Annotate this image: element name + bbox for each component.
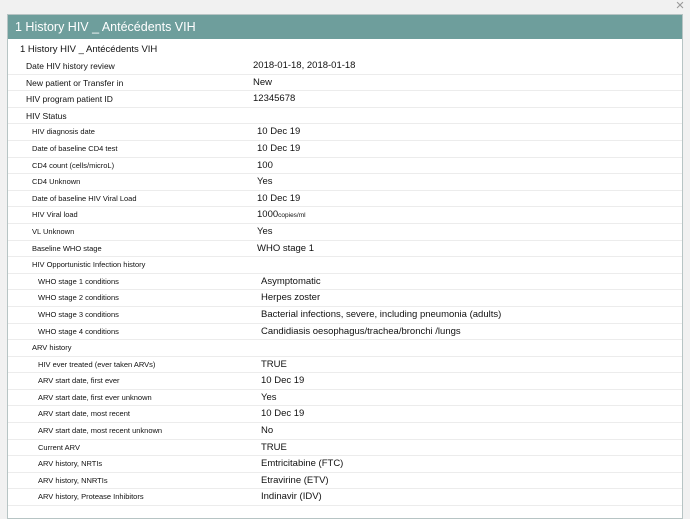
field-label: ARV history, NNRTIs — [38, 475, 108, 485]
row-hiv-ever-treated — [8, 357, 682, 374]
field-value: Candidiasis oesophagus/trachea/bronchi /lungs — [261, 325, 461, 337]
field-label: HIV diagnosis date — [32, 127, 95, 137]
row-cd4-unknown — [8, 174, 682, 191]
field-value: 2018-01-18, 2018-01-18 — [253, 60, 356, 71]
close-icon[interactable]: × — [675, 0, 685, 14]
field-label: ARV start date, first ever — [38, 376, 120, 386]
field-value: 10 Dec 19 — [257, 126, 301, 138]
field-value: 10 Dec 19 — [261, 375, 305, 387]
field-value: TRUE — [261, 441, 287, 453]
group-label: HIV Status — [26, 110, 67, 121]
field-value: Yes — [257, 176, 273, 188]
field-value: Asymptomatic — [261, 275, 321, 287]
field-value: No — [261, 425, 274, 437]
row-hiv-program-patient-id — [8, 91, 682, 108]
field-label: New patient or Transfer in — [26, 77, 124, 88]
history-panel — [7, 14, 683, 519]
field-value: WHO stage 1 — [257, 242, 315, 254]
field-label: WHO stage 4 conditions — [38, 326, 119, 336]
history-rows — [8, 58, 682, 506]
group-opportunistic-infection-history — [8, 257, 682, 274]
field-value: 100 — [257, 159, 273, 171]
row-vl-unknown — [8, 224, 682, 241]
field-value: 10 Dec 19 — [257, 142, 301, 154]
field-label: ARV history, Protease Inhibitors — [38, 492, 144, 502]
row-arv-start-first-ever-unknown — [8, 390, 682, 407]
row-who-stage-1-conditions — [8, 274, 682, 291]
group-label: HIV Opportunistic Infection history — [32, 260, 146, 270]
viral-load-unit: copies/ml — [278, 212, 306, 220]
row-date-baseline-cd4 — [8, 141, 682, 158]
field-value: 12345678 — [253, 93, 296, 105]
field-value: Emtricitabine (FTC) — [261, 458, 344, 470]
row-date-hiv-history-review — [8, 58, 682, 75]
field-label: CD4 Unknown — [32, 177, 81, 187]
field-value: Bacterial infections, severe, including pneumonia (adults) — [261, 308, 502, 320]
field-label: WHO stage 1 conditions — [38, 276, 119, 286]
group-hiv-status — [8, 108, 682, 125]
field-label: HIV program patient ID — [26, 94, 113, 105]
field-value: Yes — [261, 391, 277, 403]
row-arv-history-protease-inhibitors — [8, 489, 682, 506]
row-arv-start-most-recent — [8, 406, 682, 423]
field-label: Date of baseline HIV Viral Load — [32, 193, 137, 203]
row-cd4-count — [8, 158, 682, 175]
row-arv-start-most-recent-unknown — [8, 423, 682, 440]
field-label: ARV history, NRTIs — [38, 459, 103, 469]
field-value: New — [253, 76, 273, 88]
field-value: TRUE — [261, 358, 287, 370]
field-label: HIV ever treated (ever taken ARVs) — [38, 359, 156, 369]
row-new-patient-or-transfer — [8, 75, 682, 92]
viral-load-number: 1000 — [257, 209, 279, 221]
field-label: ARV start date, first ever unknown — [38, 392, 152, 402]
row-who-stage-3-conditions — [8, 307, 682, 324]
field-label: Date of baseline CD4 test — [32, 143, 118, 153]
panel-header-title: 1 History HIV _ Antécédents VIH — [8, 15, 682, 39]
group-label: ARV history — [32, 343, 72, 353]
row-arv-history-nnrtis — [8, 473, 682, 490]
section-title: 1 History HIV _ Antécédents VIH — [20, 44, 158, 55]
field-label: Current ARV — [38, 442, 80, 452]
row-who-stage-4-conditions — [8, 324, 682, 341]
group-arv-history — [8, 340, 682, 357]
field-value: 10 Dec 19 — [261, 408, 305, 420]
field-value: 10 Dec 19 — [257, 192, 301, 204]
field-label: CD4 count (cells/microL) — [32, 160, 115, 170]
field-label: ARV start date, most recent — [38, 409, 130, 419]
row-hiv-viral-load — [8, 207, 682, 224]
field-label: ARV start date, most recent unknown — [38, 426, 163, 436]
row-who-stage-2-conditions — [8, 290, 682, 307]
field-label: Baseline WHO stage — [32, 243, 102, 253]
row-arv-start-first-ever — [8, 373, 682, 390]
field-label: WHO stage 3 conditions — [38, 309, 119, 319]
row-current-arv — [8, 440, 682, 457]
field-value: Etravirine (ETV) — [261, 474, 329, 486]
row-date-baseline-viral-load — [8, 191, 682, 208]
field-label: HIV Viral load — [32, 210, 78, 220]
row-arv-history-nrtis — [8, 456, 682, 473]
field-value: Yes — [257, 225, 273, 237]
row-baseline-who-stage — [8, 241, 682, 258]
field-label: WHO stage 2 conditions — [38, 293, 119, 303]
field-value — [257, 207, 306, 224]
field-label: Date HIV history review — [26, 61, 115, 71]
row-hiv-diagnosis-date — [8, 124, 682, 141]
field-value: Indinavir (IDV) — [261, 491, 322, 503]
field-value: Herpes zoster — [261, 292, 321, 304]
field-label: VL Unknown — [32, 226, 75, 236]
